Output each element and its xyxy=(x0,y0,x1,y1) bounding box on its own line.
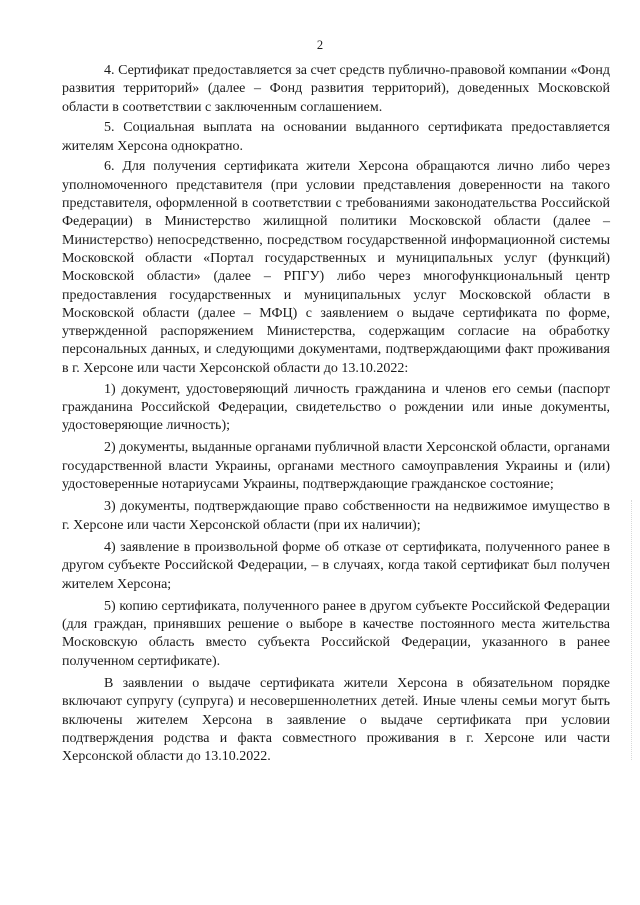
paragraph-4: 4. Сертификат предоставляется за счет средств публично-правовой компании «Фонд развития территорий» (далее – Фонд развития территорий), доведенных Московской области в соответствии с заключенным соглашением. xyxy=(62,63,610,115)
list-item-2: 2) документы, выданные органами публичной власти Херсонской области, органами государственной власти Украины, органами местного самоуправления Украины и (или) удостоверенные нотариусами Украины, подтверждающие гражданское состояние; xyxy=(62,440,610,493)
paragraph-5: 5. Социальная выплата на основании выданного сертификата предоставляется жителям Херсона однократно. xyxy=(62,120,610,154)
list-item-4: 4) заявление в произвольной форме об отказе от сертификата, полученного ранее в другом субъекте Российской Федерации, – в случаях, когда такой сертификат был получен жителем Херсона; xyxy=(62,539,610,592)
list-item-5: 5) копию сертификата, полученного ранее в другом субъекте Российской Федерации (для граждан, принявших решение о выборе в качестве постоянного места жительства Московскую область вместо субъекта Российской Федерации, указанного в ранее полученном сертификате). xyxy=(62,598,610,669)
list-item-3: 3) документы, подтверждающие право собственности на недвижимое имущество в г. Херсоне или части Херсонской области (при их наличии); xyxy=(62,499,610,533)
scan-edge-mark xyxy=(630,500,632,760)
page-number: 2 xyxy=(316,38,324,52)
paragraph-6: 6. Для получения сертификата жители Херсона обращаются лично либо через уполномоченного представителя (при условии представления доверенности на такого представителя, оформленной в соответствии с требованиями законодательства Российской Федерации) в Министерство жилищной политики Московской области (далее – Министерство) непосредственно, посредством государственной информационной системы Московской области «Портал государственных и муниципальных услуг (функций) Московской области» (далее – РПГУ) либо через многофункциональный центр предоставления государственных и муниципальных услуг Московской области в Московской области (далее – МФЦ) с заявлением о выдаче сертификата по форме, утвержденной распоряжением Министерства, содержащим согласие на обработку персональных данных, и следующими документами, подтверждающими факт проживания в г. Херсоне или части Херсонской области до 13.10.2022: xyxy=(62,159,610,376)
document-body xyxy=(62,62,610,769)
list-item-1: 1) документ, удостоверяющий личность гражданина и членов его семьи (паспорт гражданина Российской Федерации, свидетельство о рождении или иные документы, удостоверяющие личность); xyxy=(62,381,610,434)
paragraph-family-members: В заявлении о выдаче сертификата жители Херсона в обязательном порядке включают супругу (супруга) и несовершеннолетних детей. Иные члены семьи могут быть включены жителем Херсона в заявление о выдаче сертификата при условии подтверждения родства и факта совместного проживания в г. Херсоне или части Херсонской области до 13.10.2022. xyxy=(62,676,610,765)
